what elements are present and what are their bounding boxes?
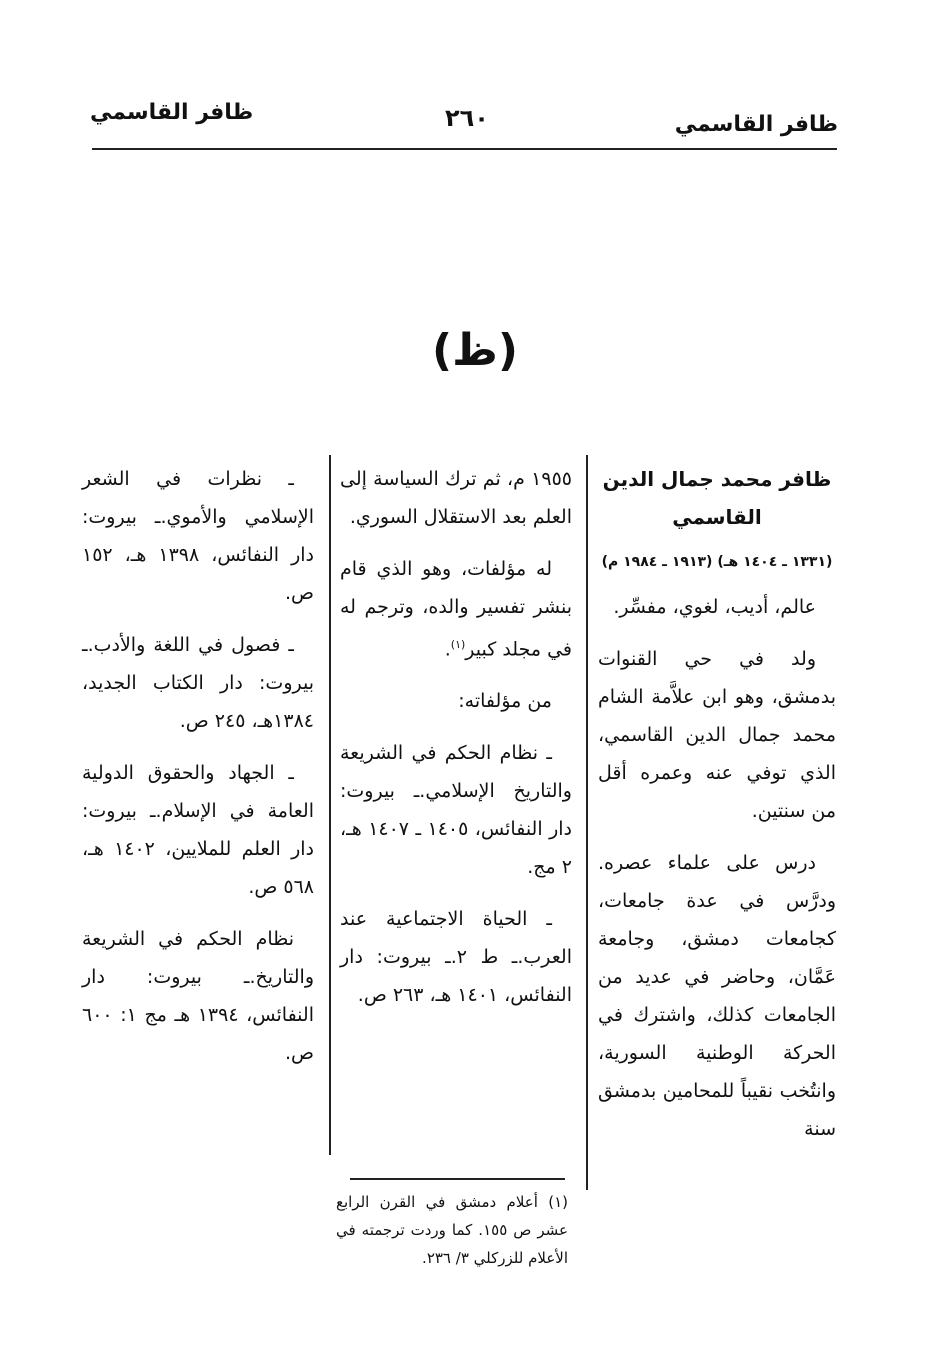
column-divider-right <box>586 455 588 1190</box>
work-item: ـ نظام الحكم في الشريعة والتاريخ الإسلامي.ـ بيروت: دار النفائس، ١٤٠٥ ـ ١٤٠٧ هـ، ٢ مج. <box>340 742 572 879</box>
work-item: ـ الجهاد والحقوق الدولية العامة في الإسلام.ـ بيروت: دار العلم للملايين، ١٤٠٢ هـ، ٥٦٨ ص. <box>82 762 314 898</box>
column-left <box>82 460 314 1086</box>
entry-paragraph-works <box>340 550 572 668</box>
works-text-end: . <box>444 638 451 661</box>
work-item: ـ نظرات في الشعر الإسلامي والأموي.ـ بيروت: دار النفائس، ١٣٩٨ هـ، ١٥٢ ص. <box>82 468 314 604</box>
work-item: نظام الحكم في الشريعة والتاريخ.ـ بيروت: دار النفائس، ١٣٩٤ هـ مج ١: ٦٠٠ ص. <box>82 928 314 1064</box>
footnote: (١) أعلام دمشق في القرن الرابع عشر ص ١٥٥. كما وردت ترجمته في الأعلام للزركلي ٣/ ٢٣٦. <box>336 1193 568 1267</box>
footnote-rule <box>350 1178 565 1180</box>
column-right <box>598 460 836 1162</box>
running-header-left: ظافر القاسمي <box>90 100 254 125</box>
page-number: ٢٦٠ <box>445 104 489 132</box>
running-header-right: ظافر القاسمي <box>674 112 838 137</box>
entry-dates: (١٣٣١ ـ ١٤٠٤ هـ) (١٩١٣ ـ ١٩٨٤ م) <box>601 554 833 570</box>
column-divider-left <box>329 455 331 1155</box>
entry-paragraph-career: درس على علماء عصره. ودرَّس في عدة جامعات، كجامعات دمشق، وجامعة عَمَّان، وحاضر في عديد من الجامعات كذلك، واشترك في الحركة الوطنية السورية، وانتُخب نقيباً للمحامين بدمشق سنة <box>598 852 836 1140</box>
section-letter-heading: (ظ) <box>432 325 518 376</box>
entry-description: عالم، أديب، لغوي، مفسِّر. <box>613 596 816 618</box>
entry-paragraph-continued: ١٩٥٥ م، ثم ترك السياسة إلى العلم بعد الاستقلال السوري. <box>340 468 572 528</box>
column-middle <box>340 460 572 1028</box>
works-heading: من مؤلفاته: <box>458 690 552 713</box>
entry-title: ظافر محمد جمال الدين القاسمي <box>602 467 832 529</box>
work-item: ـ فصول في اللغة والأدب.ـ بيروت: دار الكتاب الجديد، ١٣٨٤هـ، ٢٤٥ ص. <box>82 634 314 732</box>
footnote-marker: (١) <box>450 638 466 651</box>
header-rule <box>92 148 837 150</box>
work-item: ـ الحياة الاجتماعية عند العرب.ـ ط ٢.ـ بيروت: دار النفائس، ١٤٠١ هـ، ٢٦٣ ص. <box>340 908 572 1007</box>
works-text: له مؤلفات، وهو الذي قام بنشر تفسير والده، وترجم له في مجلد كبير <box>340 558 572 661</box>
entry-paragraph-birth: ولد في حي القنوات بدمشق، وهو ابن علاَّمة الشام محمد جمال الدين القاسمي، الذي توفي عنه وعمره أقل من سنتين. <box>598 648 836 822</box>
